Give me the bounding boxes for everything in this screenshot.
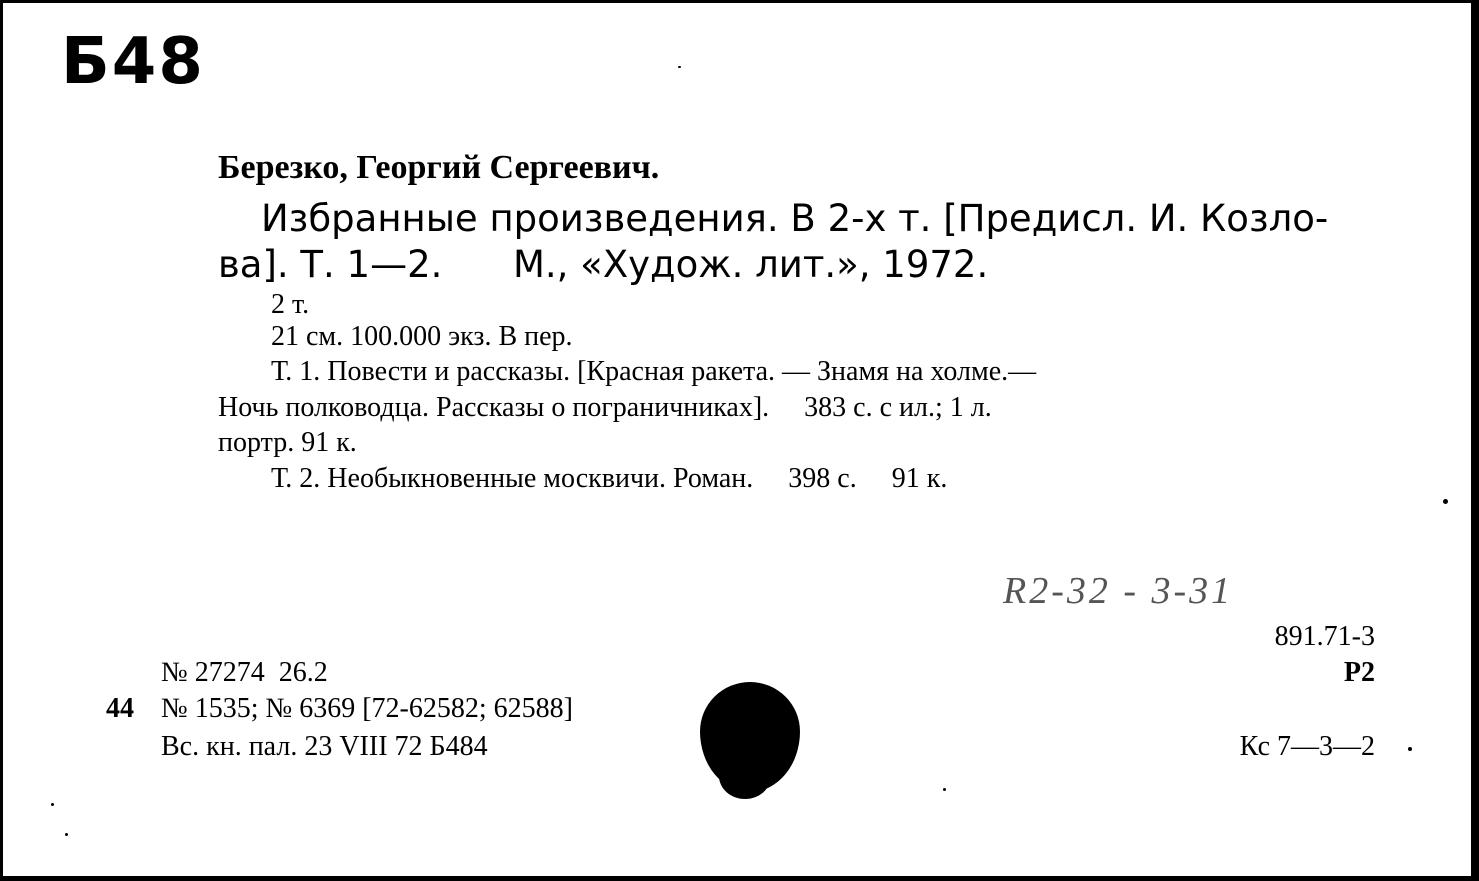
bbk-code: Р2 [1343,657,1375,688]
volume-1-line-3: портр. 91 к. [218,427,357,458]
speck [51,803,54,806]
volume-1-line-1: Т. 1. Повести и рассказы. [Красная ракета. — Знамя на холме.— [271,356,1037,387]
speck [1408,747,1412,751]
shelfmark-handwritten: Б48 [61,25,205,99]
title-line-1: Избранные произведения. В 2-х т. [Предисл. И. Козло- [261,197,1329,240]
volume-2-line: Т. 2. Необыкновенные москвичи. Роман. 398 с. 91 к. [271,463,948,494]
registry-line-1: № 27274 26.2 [161,657,328,688]
udc-code: 891.71-3 [1274,621,1375,652]
physical-description: 21 см. 100.000 экз. В пер. [271,321,573,352]
title-line-2: ва]. Т. 1—2. М., «Худож. лит.», 1972. [218,243,989,286]
registry-line-2-prefix: 44 [106,693,134,724]
kc-code: Кс 7—3—2 [1239,731,1375,762]
speck [65,833,68,836]
speck [678,66,681,68]
volumes-count: 2 т. [271,289,310,320]
speck [1443,499,1448,504]
speck [943,788,946,791]
catalog-card [3,3,1471,876]
punch-hole-tail [719,753,771,799]
registry-line-3: Вс. кн. пал. 23 VIII 72 Б484 [161,731,488,762]
author-heading: Березко, Георгий Сергеевич. [218,149,660,186]
volume-1-line-2: Ночь полководца. Рассказы о пограничниках]. 383 с. с ил.; 1 л. [218,392,992,423]
pencil-note: R2-32 - 3-31 [1003,570,1234,612]
registry-line-2: № 1535; № 6369 [72-62582; 62588] [161,693,573,724]
